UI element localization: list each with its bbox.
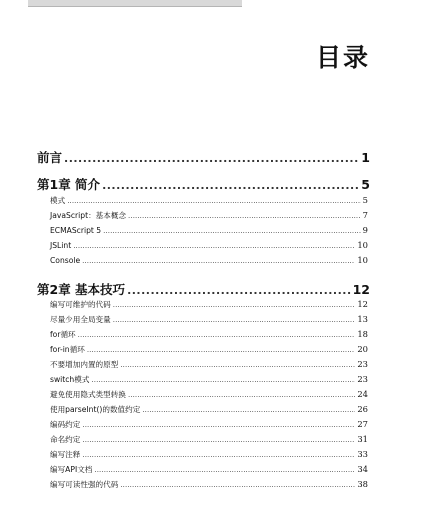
toc-entry-label: 编写注释 xyxy=(50,450,81,459)
dot-leader xyxy=(142,406,355,414)
toc-entry-section[interactable] xyxy=(50,389,368,403)
dot-leader xyxy=(78,331,356,339)
toc-entry-section[interactable] xyxy=(50,359,368,373)
toc-entry-chapter-2[interactable] xyxy=(37,280,370,298)
toc-entry-section[interactable] xyxy=(50,225,368,239)
toc-page-number: 13 xyxy=(357,314,368,324)
toc-entry-section[interactable] xyxy=(50,314,368,328)
toc-page-number: 5 xyxy=(361,177,370,192)
toc-page-number: 34 xyxy=(357,464,368,474)
toc-entry-section[interactable] xyxy=(50,449,368,463)
dot-leader xyxy=(128,391,355,399)
toc-entry-label: 不要增加内置的原型 xyxy=(50,360,119,369)
toc-page-number: 5 xyxy=(362,195,368,205)
dot-leader xyxy=(87,346,356,354)
toc-page-number: 9 xyxy=(362,225,368,235)
toc-entry-section[interactable] xyxy=(50,464,368,478)
toc-entry-section[interactable] xyxy=(50,299,368,313)
toc-page-number: 12 xyxy=(357,299,368,309)
dot-leader xyxy=(67,197,360,205)
toc-entry-section[interactable] xyxy=(50,434,368,448)
toc-entry-label: 编码约定 xyxy=(50,420,81,429)
toc-page-number: 38 xyxy=(357,479,368,489)
toc-entry-section[interactable] xyxy=(50,404,368,418)
toc-entry-label: 模式 xyxy=(50,196,66,205)
dot-leader xyxy=(120,361,355,369)
toc-page-number: 12 xyxy=(352,282,370,297)
toc-entry-label: 第2章 基本技巧 xyxy=(37,282,126,297)
toc-entry-label: 命名约定 xyxy=(50,435,81,444)
dot-leader xyxy=(128,212,361,220)
page-title: 目录 xyxy=(315,43,370,72)
toc-entry-label: 使用parseInt()的数值约定 xyxy=(50,405,141,414)
toc-page-number: 10 xyxy=(357,255,368,265)
toc-page-number: 18 xyxy=(357,329,368,339)
toc-entry-label: JSLint xyxy=(50,241,72,250)
toc-page-number: 7 xyxy=(362,210,368,220)
toc-entry-label: 编写可读性强的代码 xyxy=(50,480,119,489)
dot-leader xyxy=(113,316,356,324)
toc-entry-label: JavaScript：基本概念 xyxy=(50,211,127,220)
toc-entry-section[interactable] xyxy=(50,419,368,433)
toc-entry-chapter-1[interactable] xyxy=(37,175,370,193)
toc-entry-preface[interactable] xyxy=(37,148,370,166)
dot-leader xyxy=(94,466,355,474)
toc-entry-label: switch模式 xyxy=(50,375,90,384)
toc-page-number: 27 xyxy=(357,419,368,429)
toc-entry-label: 编写API文档 xyxy=(50,465,93,474)
toc-entry-section[interactable] xyxy=(50,329,368,343)
toc-entry-label: 避免使用隐式类型转换 xyxy=(50,390,126,399)
toc-page-number: 10 xyxy=(357,240,368,250)
toc-entry-section[interactable] xyxy=(50,240,368,254)
dot-leader xyxy=(113,301,356,309)
dot-leader xyxy=(73,242,355,250)
toc-entry-label: Console xyxy=(50,256,81,265)
toc-entry-section[interactable] xyxy=(50,374,368,388)
dot-leader xyxy=(64,152,359,165)
dot-leader xyxy=(82,421,355,429)
dot-leader xyxy=(82,451,355,459)
dot-leader xyxy=(103,227,361,235)
toc-page-number: 33 xyxy=(357,449,368,459)
toc-entry-label: 前言 xyxy=(37,150,63,165)
dot-leader xyxy=(82,257,355,265)
toc-page-number: 26 xyxy=(357,404,368,414)
toc-page-number: 1 xyxy=(361,150,370,165)
dot-leader xyxy=(91,376,355,384)
dot-leader xyxy=(82,436,355,444)
toc-entry-label: for-in循环 xyxy=(50,345,85,354)
toc-entry-section[interactable] xyxy=(50,210,368,224)
toc-entry-label: ECMAScript 5 xyxy=(50,226,102,235)
toc-entry-section[interactable] xyxy=(50,195,368,209)
toc-entry-label: 尽量少用全局变量 xyxy=(50,315,111,324)
toc-entry-label: 编写可维护的代码 xyxy=(50,300,111,309)
dot-leader xyxy=(120,481,355,489)
toc-entry-section[interactable] xyxy=(50,255,368,269)
toc-page-number: 20 xyxy=(357,344,368,354)
toc-entry-label: for循环 xyxy=(50,330,76,339)
toc-entry-section[interactable] xyxy=(50,479,368,493)
toc-entry-section[interactable] xyxy=(50,344,368,358)
toc-entry-label: 第1章 简介 xyxy=(37,177,101,192)
toc-page-number: 24 xyxy=(357,389,368,399)
toc-page-number: 31 xyxy=(357,434,368,444)
toc-page-number: 23 xyxy=(357,374,368,384)
toc-page-number: 23 xyxy=(357,359,368,369)
dot-leader xyxy=(102,179,359,192)
dot-leader xyxy=(127,284,351,297)
